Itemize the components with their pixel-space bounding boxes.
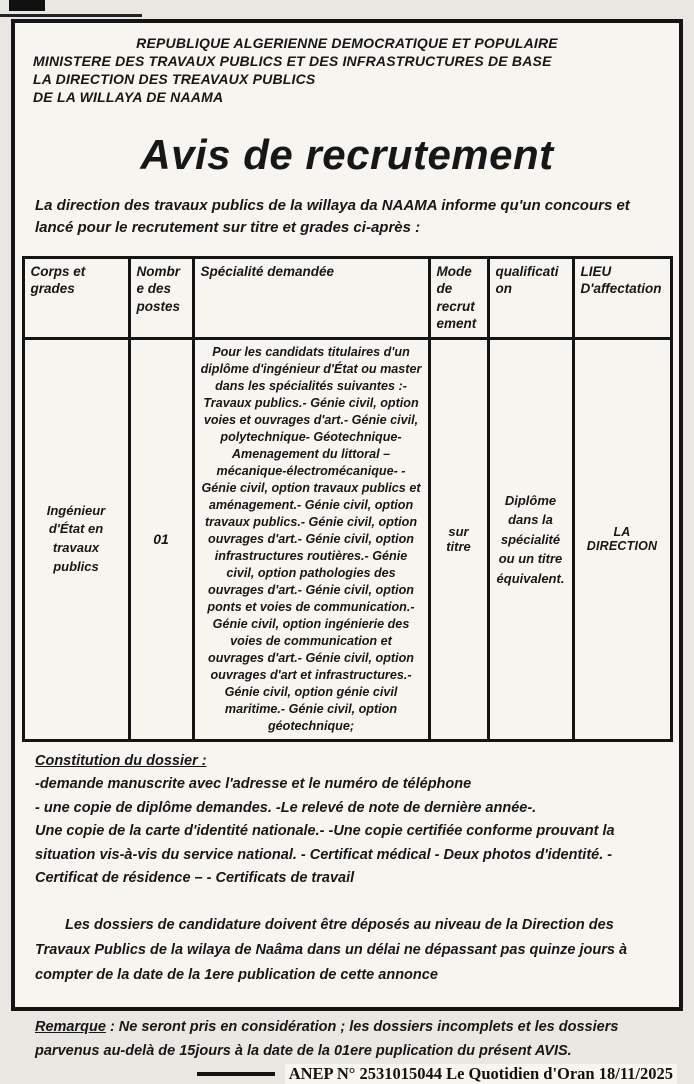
dossier-line: - une copie de diplôme demandes. -Le relevé de note de dernière année-. [35,799,537,816]
scan-artifact-mark [9,0,45,11]
col-header-corps: Corps et grades [23,257,129,338]
remarque-paragraph [35,1015,659,1064]
dossier-heading: Constitution du dossier : [35,752,207,769]
remarque-label: Remarque [35,1018,106,1035]
col-header-lieu: LIEU D'affectation [573,257,671,338]
cell-lieu: LA DIRECTION [573,338,671,740]
cell-mode: sur titre [429,338,488,740]
letterhead-line-ministry: MINISTERE DES TRAVAUX PUBLICS ET DES INFRASTRUCTURES DE BASE [33,52,552,69]
col-header-nombre: Nombre des postes [129,257,193,338]
letterhead-line-republic: REPUBLIQUE ALGERIENNE DEMOCRATIQUE ET POPULAIRE [136,35,558,51]
recruitment-table [22,256,673,742]
col-header-qualification: qualification [488,257,573,338]
col-header-specialite: Spécialité demandée [193,257,429,338]
cell-specialite: Pour les candidats titulaires d'un diplôme d'ingénieur d'État ou master dans les spécialités suivantes :- Travaux publics.- Génie civil, option voies et ouvrages d'art.- Génie civil, polytechnique- Géotechnique- Amenagement du littoral –mécanique-électromécanique- - Génie civil, option travaux publics et aménagement.- Génie civil, option travaux publics.- Génie civil, option ouvrages d'art.- Génie civil, option infrastructures routières.- Génie civil, option pathologies des ouvrages d'art.- Génie civil, option ponts et voies de communication.- Génie civil, option ingénierie des voies de communication et ouvrages d'art.- Génie civil, option ouvrages d'art et infrastructures.- Génie civil, option génie civil maritime.- Génie civil, option géotechnique; [193,338,429,740]
letterhead-line-wilaya: DE LA WILLAYA DE NAAMA [33,88,224,105]
cell-nombre: 01 [129,338,193,740]
cell-qualification: Diplôme dans la spécialité ou un titre équivalent. [488,338,573,740]
dossier-section [35,750,659,891]
dossier-line: -demande manuscrite avec l'adresse et le numéro de téléphone [35,776,472,793]
table-row [23,338,671,740]
letterhead [33,35,661,107]
remarque-text: : Ne seront pris en considération ; les dossiers incomplets et les dossiers parvenus au-delà de 15jours à la date de la 01ere puplication du présent AVIS. [35,1018,619,1060]
cell-corps: Ingénieur d'État en travaux publics [23,338,129,740]
page-title: Avis de recrutement [140,130,554,178]
footer-credit: ANEP N° 2531015044 Le Quotidien d'Oran 18/11/2025 [285,1064,677,1084]
notice-border-box [11,19,683,1084]
footer-rule [197,1072,275,1076]
table-header-row [23,257,671,338]
scan-artifact-line [0,14,142,17]
dossier-line: Une copie de la carte d'identité nationale.- -Une copie certifiée conforme prouvant la situation vis-à-vis du service national. - Certificat médical - Deux photos d'identité. - Certificat de résidence – - Certificats de travail [35,823,615,887]
col-header-mode: Mode de recrutement [429,257,488,338]
deposit-paragraph: Les dossiers de candidature doivent être déposés au niveau de la Direction des Travaux Publics de la wilaya de Naâma dans un délai ne dépassant pas quinze jours à compter de la date de la 1ere publication de cette annonce [35,916,628,984]
letterhead-line-direction: LA DIRECTION DES TREAVAUX PUBLICS [33,70,316,87]
footer [15,1064,679,1084]
intro-paragraph: La direction des travaux publics de la willaya da NAAMA informe qu'un concours et lancé pour le recrutement sur titre et grades ci-après : [35,196,630,237]
